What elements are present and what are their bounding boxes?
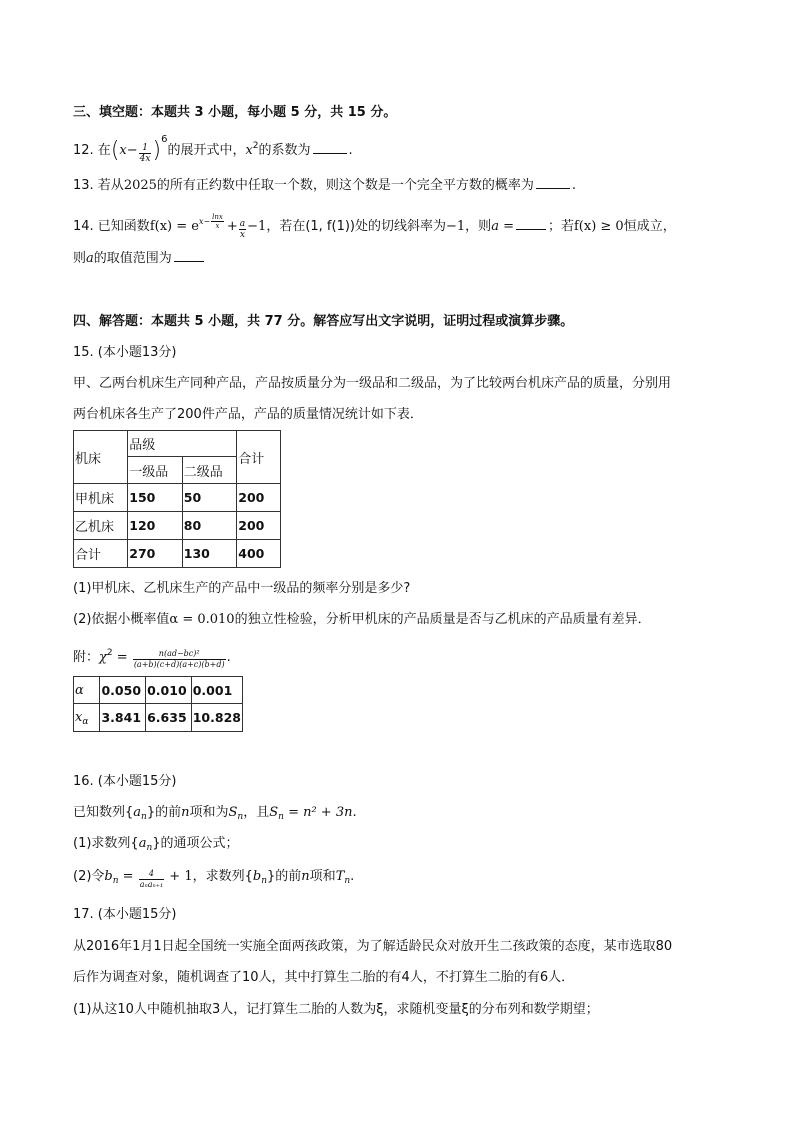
q12-fraction [139,143,152,164]
q16-n2: n [301,869,310,884]
q16-eq: = [118,869,138,884]
table-header-machine: 机床 [74,431,128,484]
row-label: 乙机床 [74,512,128,540]
q15-sub2-prefix: (2)依据小概率值 [73,612,170,627]
q16-plus1: + 1 [165,869,193,884]
q14-slope: −1 [446,219,466,234]
crit-x-sub: α [82,717,89,727]
q16-l1-mid: }的前 [146,805,182,820]
q12-frac-den: 4x [139,154,151,164]
q15-sub2-suffix: 的独立性检验，分析甲机床的产品质量是否与乙机床的产品质量有差异． [234,612,651,627]
q16-l1-mid2: 项和为 [189,805,229,820]
q13-suffix: 的所有正约数中任取一个数，则这个数是一个完全平方数的概率为 [156,178,534,193]
q16-end: . [350,869,355,884]
q16-S2-sub: n [278,812,284,822]
q14-exp [198,213,225,230]
q15-title: 15. (本小题13分) [73,345,177,360]
q16-b-sub: n [112,876,119,886]
q14-plus: + [226,219,238,234]
q14-line2-prefix: 则 [73,251,87,266]
crit-alpha-label: α [74,677,100,704]
q12-right-paren: ) [152,138,162,163]
row-total: 200 [237,512,281,540]
q15-sub2 [73,611,651,629]
row-g1: 150 [128,484,183,512]
q12-prefix: 12. 在 [73,143,111,158]
question-14-line2 [73,249,206,268]
row-total: 200 [237,484,281,512]
q14-frac2-den: x [239,230,245,240]
q16-sub1-a: a [138,836,147,851]
q12-mid: 的展开式中， [167,143,246,158]
chi-formula [133,649,226,670]
q17-text-1: 从2016年1月1日起全国统一实施全面两孩政策，为了解适龄民众对放开生二孩政策的态度，某市选取80 [73,939,673,954]
q12-power: 6 [161,134,168,145]
q14-func: f(x) = e [149,219,199,234]
q16-sub2-mid2: }的前 [267,869,302,884]
q16-S2: S [269,805,279,820]
chi-eq: = [112,650,132,665]
q16-l1-prefix: 已知数列{ [73,805,134,820]
table-header-total: 合计 [237,431,281,484]
q17-text-2: 后作为调查对象，随机调查了10人，其中打算生二胎的有4人，不打算生二胎的有6人． [73,970,575,985]
q14-answer-blank-1[interactable] [516,217,546,230]
q16-b2: b [252,869,262,884]
section3-heading: 三、填空题：本题共 3 小题，每小题 5 分，共 15 分。 [73,105,397,120]
q16-frac [139,869,164,890]
section4-heading: 四、解答题：本题共 5 小题，共 77 分。解答应写出文字说明，证明过程或演算步骤。 [73,314,574,329]
row-label: 甲机床 [74,484,128,512]
row-g2: 80 [182,512,237,540]
q12-term-power: 2 [252,141,259,151]
q16-line1 [73,804,357,822]
q16-T-sub: n [344,876,351,886]
q16-S: S [228,805,238,820]
q14-part2: ，若在(1, f(1))处的切线斜率为 [266,219,446,234]
q14-part5: 恒成立， [623,219,676,234]
row-g1: 120 [128,512,183,540]
q15-quality-table [73,430,281,568]
table-header-grade: 品级 [128,431,237,457]
q16-sub2-mid3: 项和 [309,869,336,884]
row-total: 400 [237,540,281,568]
q16-a: a [133,805,142,820]
crit-x-label [74,704,100,732]
q16-sub2 [73,868,354,890]
q16-l1-mid3: ，且 [243,805,270,820]
q12-var: x [119,143,127,158]
q14-frac1 [211,213,224,230]
q14-a-eq: a = [491,219,514,234]
q16-sub1 [73,835,239,853]
q14-line2-suffix: 的取值范围为 [93,251,172,266]
row-g2: 50 [182,484,237,512]
q12-minus: − [126,143,138,158]
q16-sub1-prefix: (1)求数列{ [73,836,139,851]
q14-frac1-den: x [215,222,220,230]
q16-T: T [335,869,345,884]
crit-value-0: 3.841 [100,704,146,732]
crit-value-1: 6.635 [146,704,192,732]
q14-tail: −1 [247,219,267,234]
q14-frac2 [239,219,246,240]
q16-n: n [181,805,190,820]
q15-sub2-alpha: α = 0.010 [169,612,235,627]
q12-term: x [245,143,253,158]
q13-prefix: 13. 若从 [73,178,124,193]
q16-frac-den: aₙaₙ₊₁ [139,880,164,889]
q16-S-sub: n [237,812,244,822]
row-g1: 270 [128,540,183,568]
table-header-grade2: 二级品 [182,457,237,484]
chi-power: 2 [106,648,113,658]
chi-formula-den: (a+b)(c+d)(a+c)(b+d) [133,660,225,669]
q16-sub1-a-sub: n [146,843,153,853]
chi-symbol: χ [99,650,107,665]
q16-sub2-prefix: (2)令 [73,869,105,884]
question-12 [73,134,353,164]
q14-part4: ；若 [547,219,574,234]
appendix-end: . [226,650,231,665]
q16-frac-num: 4 [139,869,164,880]
q12-answer-blank[interactable] [313,141,347,154]
table-row [74,540,281,568]
table-row [74,512,281,540]
question-13 [73,176,576,195]
q13-end: . [571,178,577,193]
question-14 [73,213,676,240]
crit-alpha-0: 0.050 [100,677,146,704]
crit-x: x [75,710,83,725]
q12-left-paren: ( [110,138,120,163]
q16-formula: = n² + 3n. [283,805,357,820]
crit-alpha-1: 0.010 [146,677,192,704]
q14-frac2-num: a [239,219,246,229]
table-header-grade1: 一级品 [128,457,183,484]
q12-suffix: 的系数为 [258,143,311,158]
q16-b: b [104,869,113,884]
q14-exp-minus: − [203,217,211,226]
q16-b2-sub: n [261,876,268,886]
row-label: 合计 [74,540,128,568]
q16-title: 16. (本小题15分) [73,774,177,789]
critical-value-table [73,676,243,732]
q14-answer-blank-2[interactable] [174,249,204,262]
q15-text-2: 两台机床各生产了200件产品，产品的质量情况统计如下表． [73,407,423,422]
q14-frac1-num: lnx [212,213,223,221]
q15-appendix [73,649,231,670]
crit-alpha-2: 0.001 [191,677,242,704]
q12-frac-num: 1 [139,143,152,154]
q16-a-sub: n [141,812,147,822]
q14-exp-x: x [198,217,204,226]
q13-number: 2025 [123,178,157,193]
q15-text-1: 甲、乙两台机床生产同种产品，产品按质量分为一级品和二级品，为了比较两台机床产品的质量，分别用 [73,376,672,391]
chi-formula-num: n(ad−bc)² [133,649,226,660]
q14-part3: ，则 [465,219,492,234]
q14-prefix: 14. 已知函数 [73,219,150,234]
q17-title: 17. (本小题15分) [73,907,177,922]
q13-answer-blank[interactable] [536,176,570,189]
appendix-prefix: 附： [73,650,100,665]
q12-end: . [348,143,353,158]
q17-sub1: (1)从这10人中随机抽取3人，记打算生二胎的人数为ξ，求随机变量ξ的分布列和数学期望； [73,1002,599,1017]
q16-sub1-suffix: }的通项公式； [152,836,239,851]
q16-sub2-mid: ，求数列{ [192,869,253,884]
q14-line2-var: a [86,251,94,266]
q15-sub1: (1)甲机床、乙机床生产的产品中一级品的频率分别是多少? [73,581,411,596]
row-g2: 130 [182,540,237,568]
crit-value-2: 10.828 [191,704,242,732]
q14-cond: f(x) ≥ 0 [573,219,624,234]
table-row [74,484,281,512]
